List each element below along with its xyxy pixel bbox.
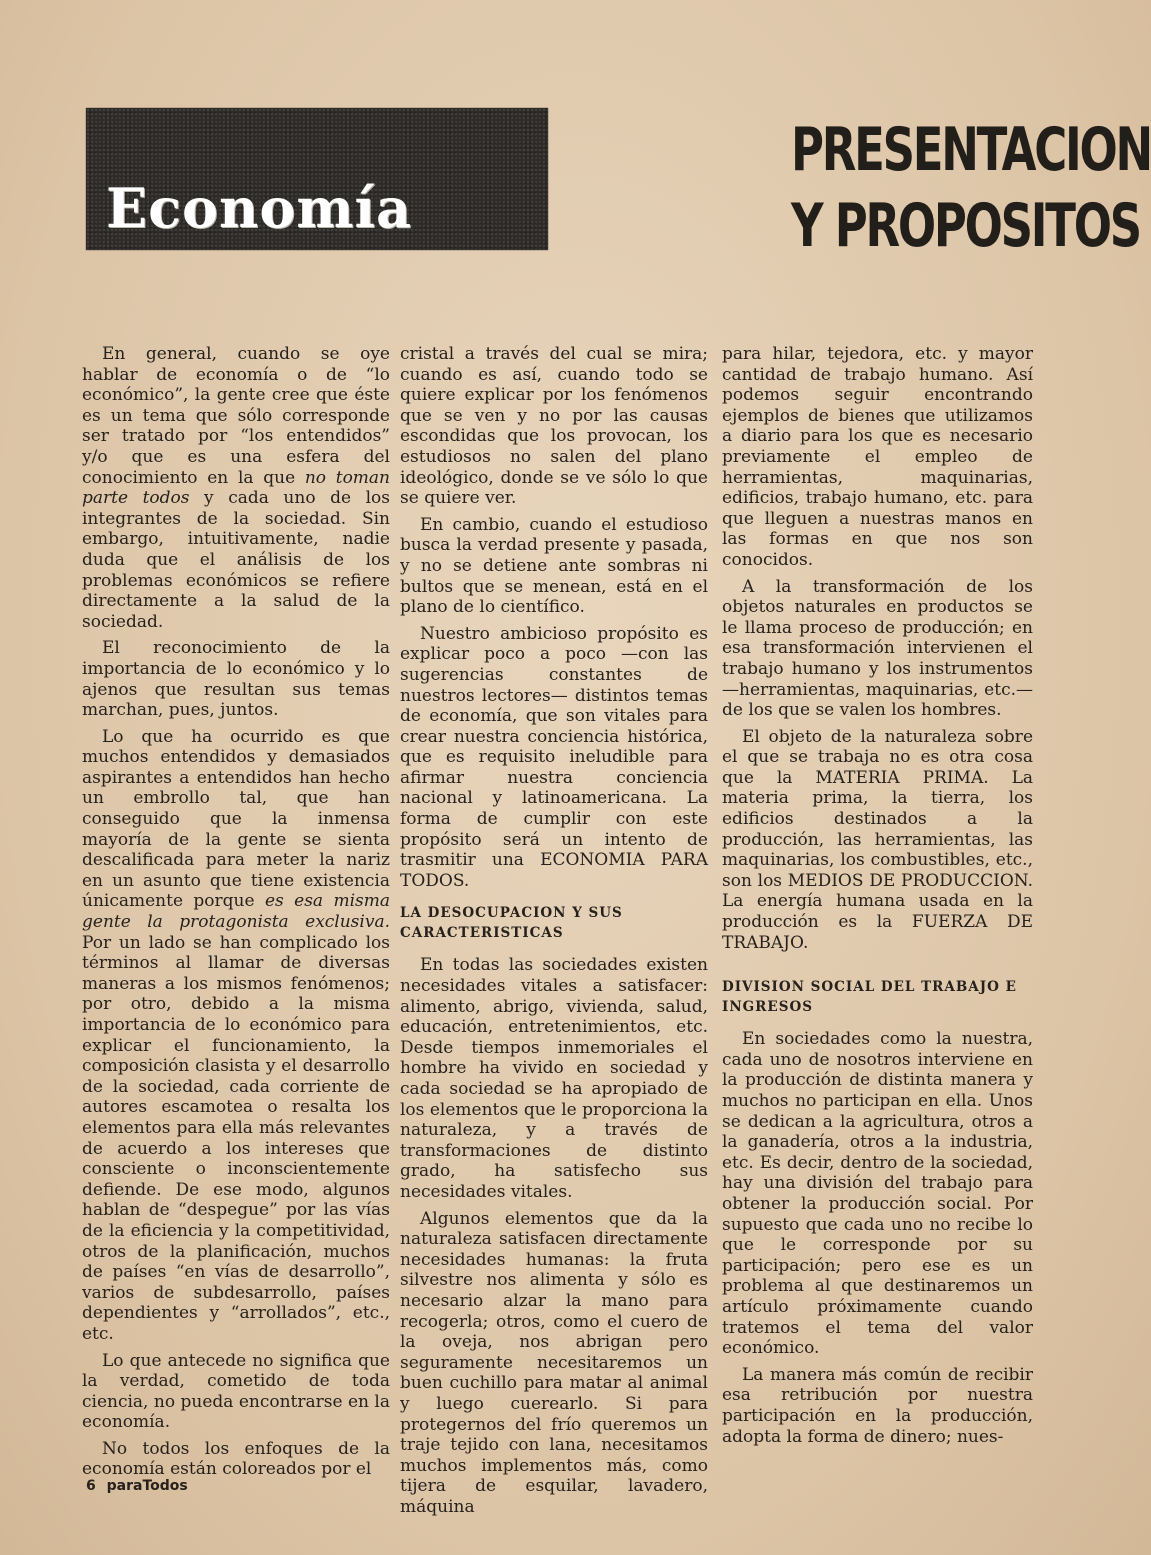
page-footer [86, 1478, 188, 1494]
paragraph: En sociedades como la nuestra, cada uno de nosotros interviene en la producción de distinta manera y muchos no participan en ella. Unos se dedican a la agricultura, otros a la ganadería, otros a la industria, etc. Es decir, dentro de la sociedad, hay una división del trabajo para obtener la producción social. Por supuesto que cada uno no recibe lo que le corresponde por su participación; pero ese es un problema al que destinaremos un artículo próximamente cuando tratemos el tema del valor económico. [722, 1029, 1033, 1359]
paragraph: para hilar, tejedora, etc. y mayor cantidad de trabajo humano. Así podemos seguir encontrando ejemplos de bienes que utilizamos a diario para los que es necesario previamente el empleo de herramientas, maquinarias, edificios, trabajo humano, etc. para que lleguen a nuestras manos en las formas en que nos son conocidos. [722, 344, 1033, 570]
paragraph: El objeto de la naturaleza sobre el que se trabaja no es otra cosa que la MATERIA PRIMA. La materia prima, la tierra, los edificios destinados a la producción, las herramientas, las maquinarias, los combustibles, etc., son los MEDIOS DE PRODUCCION. La energía humana usada en la producción es la FUERZA DE TRABAJO. [722, 726, 1033, 953]
text-column-2 [400, 344, 708, 1523]
text-run: y cada uno de los integrantes de la sociedad. Sin embargo, intuitivamente, nadie duda que el análisis de los problemas económicos se refiere directamente a la salud de la sociedad. [82, 488, 390, 632]
article-headline [791, 112, 1151, 264]
paragraph: Algunos elementos que da la naturaleza satisfacen directamente necesidades humanas: la fruta silvestre nos alimenta y sólo es necesario alzar la mano para recogerla; otros, como el cuero de la oveja, nos abrigan pero seguramente necesitaremos un buen cuchillo para matar al animal y luego cuerearlo. Si para protegernos del frío queremos un traje tejido con lana, necesitamos muchos implementos más, como tijera de esquilar, lavadero, máquina [400, 1208, 708, 1517]
paragraph: A la transformación de los objetos naturales en productos se le llama proceso de producción; en esa transformación intervienen el trabajo humano y los instrumentos —herramientas, maquinarias, etc.— de los que se valen los hombres. [722, 576, 1033, 721]
paragraph: cristal a través del cual se mira; cuando es así, cuando todo se quiere explicar por los fenómenos que se ven y no por las causas escondidas que los provocan, los estudiosos no salen del plano ideológico, donde se ve sólo lo que se quiere ver. [400, 344, 708, 509]
section-heading: LA DESOCUPACION Y SUS CARACTERISTICAS [400, 905, 623, 942]
paragraph [82, 727, 390, 1345]
paragraph: No todos los enfoques de la economía están coloreados por el [82, 1438, 390, 1480]
section-banner [86, 108, 548, 250]
paragraph: Lo que antecede no significa que la verdad, cometido de toda ciencia, no pueda encontrarse en la economía. [82, 1350, 390, 1433]
text-column-3 [722, 344, 1033, 1453]
paragraph [82, 344, 390, 632]
paragraph: En todas las sociedades existen necesidades vitales a satisfacer: alimento, abrigo, vivienda, salud, educación, entretenimientos, etc. Desde tiempos inmemoriales el hombre ha vivido en sociedad y cada sociedad se ha apropiado de los elementos que le proporciona la naturaleza, y a través de transformaciones de distinto grado, ha satisfecho sus necesidades vitales. [400, 955, 708, 1202]
emphasis-text: es esa misma gente la protagonista exclusiva. [82, 891, 390, 933]
publication-name: paraTodos [106, 1478, 188, 1494]
headline-line-2: Y PROPOSITOS [791, 191, 1140, 261]
text-run: En general, cuando se oye hablar de economía o de “lo económico”, la gente cree que éste es un tema que sólo corresponde ser tratado por “los entendidos” y/o que es una esfera del conocimiento en la que [82, 344, 390, 488]
section-heading: DIVISION SOCIAL DEL TRABAJO E INGRESOS [722, 979, 1017, 1016]
paragraph: Nuestro ambicioso propósito es explicar poco a poco —con las sugerencias constantes de nuestros lectores— distintos temas de economía, que son vitales para crear nuestra conciencia histórica, que es requisito ineludible para afirmar nuestra conciencia nacional y latinoamericana. La forma de cumplir con este propósito será un intento de trasmitir una ECONOMIA PARA TODOS. [400, 623, 708, 891]
paragraph: La manera más común de recibir esa retribución por nuestra participación en la producción, adopta la forma de dinero; nues- [722, 1364, 1033, 1447]
text-run: Lo que ha ocurrido es que muchos entendidos y demasiados aspirantes a entendidos han hecho un embrollo tal, que han conseguido que la inmensa mayoría de la gente se sienta descalificada para meter la nariz en un asunto que tiene existencia únicamente porque [82, 726, 390, 912]
paragraph: El reconocimiento de la importancia de lo económico y lo ajenos que resultan sus temas marchan, pues, juntos. [82, 638, 390, 721]
page-number: 6 [86, 1478, 96, 1494]
section-title: Economía [106, 176, 412, 240]
paragraph: En cambio, cuando el estudioso busca la verdad presente y pasada, y no se detiene ante sombras ni bultos que se menean, está en el plano de lo científico. [400, 514, 708, 618]
headline-line-1: PRESENTACION [791, 115, 1151, 185]
text-column-1 [82, 344, 390, 1486]
text-run: Por un lado se han complicado los términos al llamar de diversas maneras a los mismos fenómenos; por otro, debido a la misma importancia de lo económico para explicar el funcionamiento, la composición clasista y el desarrollo de la sociedad, cada corriente de autores escamotea o resalta los elementos para ella más relevantes de acuerdo a los intereses que consciente o inconscientemente defiende. De ese modo, algunos hablan de “despegue” por las vías de la eficiencia y la competitividad, otros de la planificación, muchos de países “en vías de desarrollo”, varios de subdesarrollo, países dependientes y “arrollados”, etc., etc. [82, 932, 390, 1344]
emphasis-text: no toman parte todos [82, 467, 391, 509]
